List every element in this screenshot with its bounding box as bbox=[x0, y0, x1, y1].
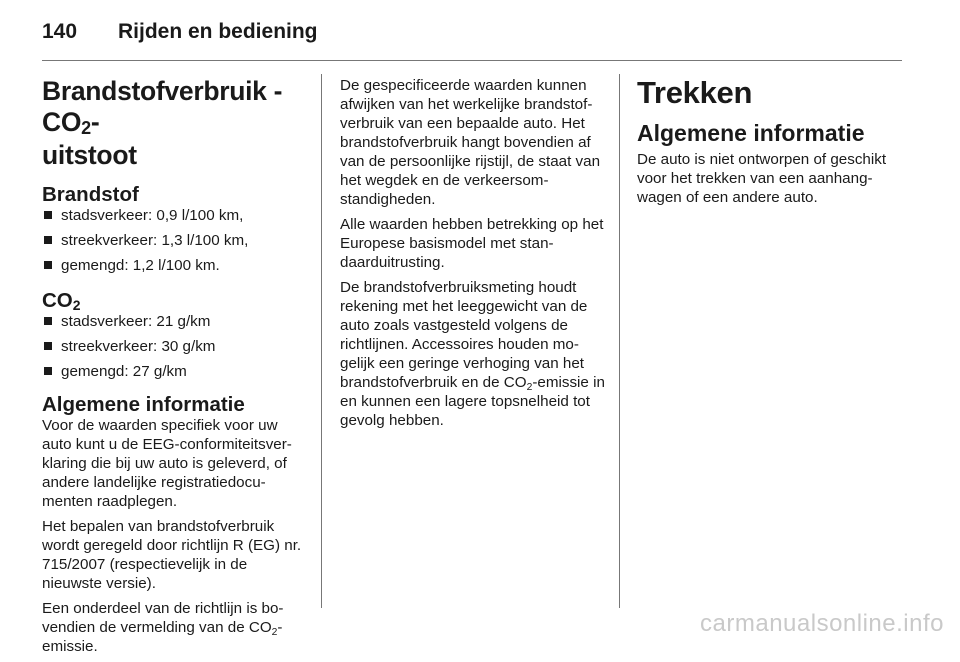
general-paragraph-1: Voor de waarden specifiek voor uw auto kunt u de EEG-conformiteitsver-klaring die bij uw auto is geleverd, of andere landelijke registratiedocu-menten raadplegen. bbox=[42, 417, 292, 510]
fuel-list bbox=[42, 206, 307, 275]
p3-subscript: 2 bbox=[271, 627, 278, 638]
co2-heading bbox=[42, 289, 307, 312]
values-paragraph-1: De gespecificeerde waarden kunnen afwijken van het werkelijke brandstof-verbruik van een bepaalde auto. Het brandstofverbruik hangt bovendien af van de persoonlijke rijstijl, de staat van het wegdek en de verkeersom-standigheden. bbox=[340, 77, 601, 208]
title-line2: uitstoot bbox=[42, 140, 137, 170]
column-3 bbox=[637, 76, 907, 213]
list-item: stadsverkeer: 21 g/km bbox=[42, 312, 307, 331]
p3-suffix: -emissie. bbox=[42, 619, 283, 655]
list-item: stadsverkeer: 0,9 l/100 km, bbox=[42, 206, 307, 225]
p3-suffix: -emissie in en kunnen een lagere topsnelheid tot gevolg hebben. bbox=[340, 374, 605, 429]
co2-heading-text: CO bbox=[42, 289, 73, 312]
towing-title: Trekken bbox=[637, 75, 753, 110]
p3-subscript: 2 bbox=[526, 382, 533, 393]
title-subscript: 2 bbox=[81, 118, 91, 138]
values-paragraph-2: Alle waarden hebben betrekking op het Europese basismodel met stan-daarduitrusting. bbox=[340, 216, 604, 271]
towing-paragraph: De auto is niet ontworpen of geschikt voor het trekken van een aanhang-wagen of een andere auto. bbox=[637, 151, 887, 206]
fuel-consumption-title bbox=[42, 76, 307, 171]
values-paragraph-3 bbox=[340, 278, 608, 430]
general-info-heading: Algemene informatie bbox=[42, 393, 245, 416]
list-item: streekverkeer: 1,3 l/100 km, bbox=[42, 231, 307, 250]
general-paragraph-3 bbox=[42, 599, 307, 656]
towing-heading: Algemene informatie bbox=[637, 120, 865, 146]
page-number: 140 bbox=[42, 20, 78, 43]
column-divider-1 bbox=[321, 74, 322, 608]
section-title: Rijden en bediening bbox=[118, 20, 318, 43]
co2-list bbox=[42, 312, 307, 381]
column-1 bbox=[42, 76, 307, 662]
column-2 bbox=[340, 76, 608, 436]
p3-text: De brandstofverbruiksmeting houdt rekening met het leeggewicht van de auto zoals vastgesteld volgens de richtlijnen. Accessoires houden mo-gelijk een geringe verhoging van het brandstofverbruik en de CO bbox=[340, 279, 588, 391]
list-item: streekverkeer: 30 g/km bbox=[42, 337, 307, 356]
title-hyphen: - bbox=[90, 107, 100, 137]
co2-heading-subscript: 2 bbox=[72, 297, 81, 313]
title-text: Brandstofverbruik - CO bbox=[42, 76, 283, 137]
general-paragraph-2: Het bepalen van brandstofverbruik wordt geregeld door richtlijn R (EG) nr. 715/2007 (respectievelijk in de nieuwste versie). bbox=[42, 518, 302, 592]
list-item: gemengd: 27 g/km bbox=[42, 362, 307, 381]
p3-text: Een onderdeel van de richtlijn is bo-vendien de vermelding van de CO bbox=[42, 600, 284, 636]
fuel-heading: Brandstof bbox=[42, 183, 139, 206]
watermark: carmanualsonline.info bbox=[700, 610, 944, 637]
header-divider bbox=[42, 60, 902, 61]
column-divider-2 bbox=[619, 74, 620, 608]
list-item: gemengd: 1,2 l/100 km. bbox=[42, 256, 307, 275]
